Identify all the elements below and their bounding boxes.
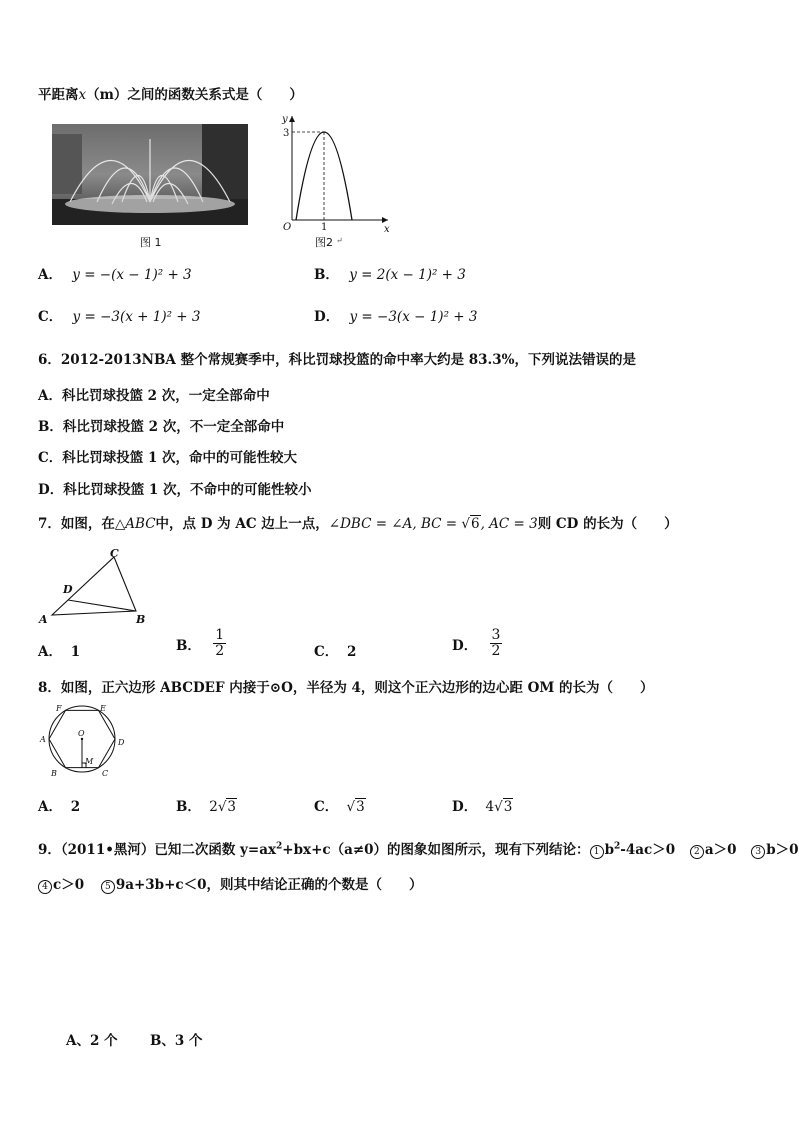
q5-option-d[interactable] [314, 305, 477, 325]
q9-circle-4: 4 [38, 880, 52, 894]
graph-tick-1: 1 [321, 222, 328, 233]
q7-option-c-value: 2 [346, 644, 357, 660]
graph-y-label: y [282, 114, 288, 125]
q8-label-m: M [85, 757, 94, 766]
q9-t2: a＞0 [704, 842, 737, 858]
q8-label-e: E [100, 704, 106, 713]
q9-t3: b＞0 [766, 842, 799, 858]
q9-stem-line1 [38, 838, 799, 859]
q9-t1a: b [604, 842, 615, 858]
q7-option-d[interactable] [452, 628, 502, 660]
q9-t1b: -4ac＞0 [620, 842, 676, 858]
q8-option-d-letter: D． [452, 799, 478, 815]
q6-option-b[interactable]: B．科比罚球投篮 2 次，不一定全部命中 [38, 419, 285, 435]
q8-label-a: A [40, 735, 46, 744]
q7-option-d-num: 3 [491, 627, 501, 643]
q7-label-b: B [136, 613, 146, 626]
q8-option-b-radicand: 3 [227, 799, 237, 815]
q5-option-d-expr: y = −3(x − 1)² + 3 [349, 309, 478, 325]
q7-option-d-fraction [490, 628, 503, 660]
q8-option-d[interactable] [452, 795, 513, 815]
q5-option-b-expr: y = 2(x − 1)² + 3 [349, 267, 466, 283]
q8-label-f: F [56, 704, 62, 713]
q7-label-a: A [39, 613, 48, 626]
q5-option-c[interactable] [38, 305, 201, 325]
q9-option-b[interactable]: B、3 个 [150, 1033, 203, 1049]
q7-stem-c: 中，点 D 为 AC 边上一点， [155, 516, 329, 532]
q9-circle-2: 2 [690, 845, 704, 859]
q8-option-a-letter: A． [38, 799, 62, 815]
q7-stem [38, 512, 678, 532]
q8-hexagon-figure [34, 700, 134, 780]
q6-stem: 6．2012-2013NBA 整个常规赛季中，科比罚球投篮的命中率大约是 83.3%，下列说法错误的是 [38, 352, 636, 368]
q8-option-a[interactable] [38, 795, 80, 815]
q6-option-a[interactable]: A．科比罚球投篮 2 次，一定全部命中 [38, 388, 270, 404]
q8-option-d-radicand: 3 [503, 799, 513, 815]
q5-option-c-letter: C． [38, 309, 63, 325]
q5-option-d-letter: D． [314, 309, 340, 325]
q7-stem-sqrt-radicand: 6 [470, 516, 480, 532]
q9-t4: c＞0 [53, 877, 85, 893]
q8-label-b: B [51, 769, 57, 778]
q8-option-c[interactable] [314, 795, 366, 815]
q9-sup2-b: 2 [614, 841, 621, 852]
q5-option-a-letter: A． [38, 267, 62, 283]
q5-option-a[interactable] [38, 263, 192, 283]
q9-stem-line2 [38, 873, 423, 894]
q8-label-c: C [102, 769, 109, 778]
q7-stem-triangle: △ABC [114, 516, 156, 532]
q7-stem-sqrt: √6 [461, 516, 480, 532]
q8-option-b-letter: B． [176, 799, 201, 815]
q5-option-a-expr: y = −(x − 1)² + 3 [72, 267, 192, 283]
q9-circle-5: 5 [101, 880, 115, 894]
q7-label-d: D [63, 583, 73, 596]
q5-option-c-expr: y = −3(x + 1)² + 3 [72, 309, 201, 325]
q8-option-c-radicand: 3 [356, 799, 365, 815]
return-mark-icon: ↵ [336, 236, 343, 245]
q9-sup2: 2 [276, 841, 283, 852]
q9-option-a[interactable]: A、2 个 [66, 1033, 118, 1049]
q8-option-c-letter: C． [314, 799, 339, 815]
q8-option-b-sqrt: √3 [217, 799, 237, 815]
q7-option-a-value: 1 [70, 644, 81, 660]
q9-t5: 9a+3b+c＜0，则其中结论正确的个数是（ ） [115, 877, 423, 893]
q5-stem-tail: （m）之间的函数关系式是（ ） [86, 87, 303, 103]
parabola-graph [272, 110, 392, 234]
q7-option-c[interactable] [314, 640, 356, 660]
q7-stem-ac: , AC = 3 [480, 516, 538, 532]
q7-option-b-den: 2 [215, 643, 225, 660]
q7-option-b-letter: B． [176, 637, 201, 654]
q7-option-b-fraction [213, 628, 226, 660]
q6-option-d[interactable]: D．科比罚球投篮 1 次，不命中的可能性较小 [38, 482, 312, 498]
q7-stem-f: 则 CD 的长为（ ） [537, 516, 678, 532]
graph-origin-label: O [283, 222, 292, 233]
q8-label-o: O [78, 729, 85, 738]
q7-stem-a: 7．如图，在 [38, 516, 115, 532]
graph-x-label: x [384, 224, 390, 235]
q7-triangle-figure [36, 545, 156, 627]
q7-option-d-den: 2 [491, 643, 501, 660]
q5-option-b-letter: B． [314, 267, 339, 283]
fountain-photo [52, 124, 248, 225]
q8-option-d-sqrt: √3 [494, 799, 513, 815]
q5-stem [38, 83, 303, 103]
q7-option-a-letter: A． [38, 644, 62, 660]
q7-stem-angle-eq: ∠DBC = ∠A, BC = [328, 516, 462, 532]
q5-option-b[interactable] [314, 263, 466, 283]
q6-option-c[interactable]: C．科比罚球投篮 1 次，命中的可能性较大 [38, 450, 298, 466]
fig2-caption: 图2 [315, 236, 333, 249]
q7-option-c-letter: C． [314, 644, 339, 660]
q5-stem-text: 平距离 [38, 87, 79, 103]
q9-line1-b: +bx+c（a≠0）的图象如图所示，现有下列结论： [282, 842, 590, 858]
q8-option-a-coef: 2 [70, 799, 81, 815]
graph-tick-3: 3 [283, 128, 290, 139]
q5-stem-var: x [78, 87, 87, 103]
q8-option-b-coef: 2 [209, 799, 218, 815]
q7-option-d-letter: D． [452, 637, 478, 654]
q9-circle-3: 3 [751, 845, 765, 859]
q7-option-b[interactable] [176, 628, 226, 660]
q9-circle-1: 1 [590, 845, 604, 859]
fig1-caption: 图 1 [140, 236, 162, 249]
q8-option-c-sqrt: √3 [346, 799, 365, 815]
q8-stem: 8．如图，正六边形 ABCDEF 内接于⊙O，半径为 4，则这个正六边形的边心距 OM 的长为（ ） [38, 680, 654, 696]
q7-label-c: C [110, 547, 119, 560]
q8-option-d-coef: 4 [485, 799, 495, 815]
q7-option-b-num: 1 [215, 627, 225, 643]
q7-option-a[interactable] [38, 640, 80, 660]
q9-line1-a: 9．（2011•黑河）已知二次函数 y=ax [38, 842, 276, 858]
q8-option-b[interactable] [176, 795, 237, 815]
q8-label-d: D [118, 738, 125, 747]
